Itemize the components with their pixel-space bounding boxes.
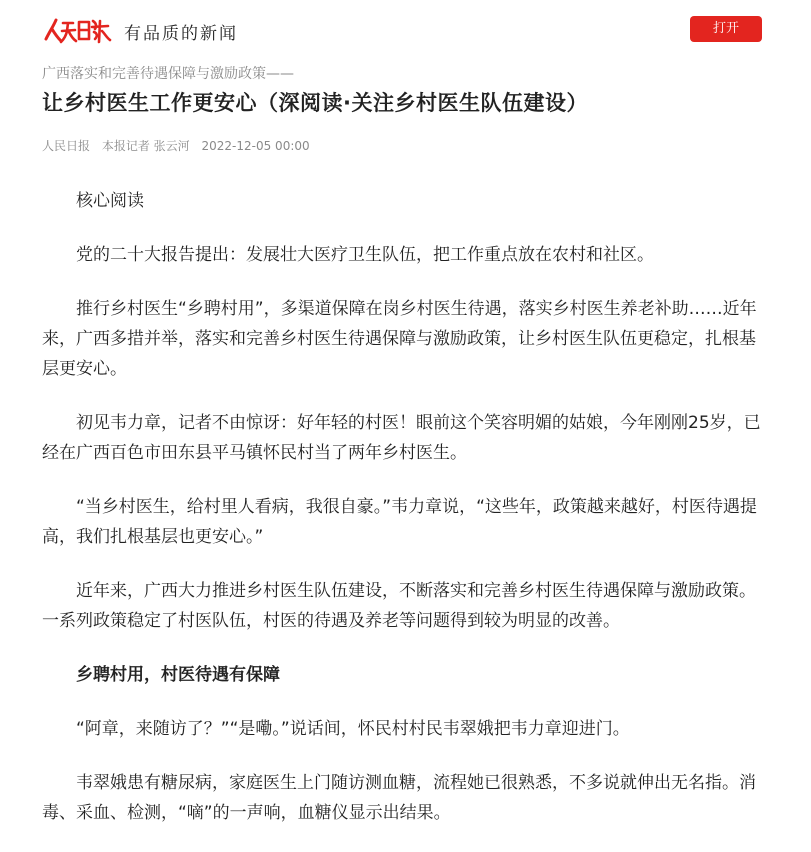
paragraph: 推行乡村医生“乡聘村用”，多渠道保障在岗乡村医生待遇，落实乡村医生养老补助……近年来，广西多措并举，落实和完善乡村医生待遇保障与激励政策，让乡村医生队伍更稳定，扎根基层更安心。	[42, 299, 757, 379]
paragraph: 党的二十大报告提出：发展壮大医疗卫生队伍，把工作重点放在农村和社区。	[76, 245, 654, 265]
section-subheading: 乡聘村用，村医待遇有保障	[76, 665, 280, 685]
top-bar	[0, 0, 811, 60]
author-label: 本报记者 张云河	[101, 139, 190, 153]
source-label: 人民日报	[42, 139, 91, 153]
article-meta	[42, 137, 318, 154]
article-kicker: 广西落实和完善待遇保障与激励政策——	[42, 66, 294, 82]
open-app-button[interactable]: 打开	[690, 16, 762, 42]
article-title: 让乡村医生工作更安心（深阅读·关注乡村医生队伍建设）	[42, 91, 588, 115]
paragraph: 近年来，广西大力推进乡村医生队伍建设，不断落实和完善乡村医生待遇保障与激励政策。一系列政策稳定了村医队伍，村医的待遇及养老等问题得到较为明显的改善。	[42, 581, 756, 631]
publish-date: 2022-12-05 00:00	[201, 139, 310, 153]
paragraph: 核心阅读	[76, 191, 144, 211]
paragraph: “阿章，来随访了？”“是嘞。”说话间，怀民村村民韦翠娥把韦力章迎进门。	[76, 719, 630, 739]
slogan: 有品质的新闻	[124, 24, 238, 44]
paragraph: “当乡村医生，给村里人看病，我很自豪。”韦力章说，“这些年，政策越来越好，村医待遇提高，我们扎根基层也更安心。”	[42, 497, 757, 547]
article-body	[42, 186, 772, 852]
people-daily-logo[interactable]	[42, 17, 112, 45]
paragraph: 初见韦力章，记者不由惊讶：好年轻的村医！眼前这个笑容明媚的姑娘，今年刚刚25岁，已经在广西百色市田东县平马镇怀民村当了两年乡村医生。	[42, 413, 761, 463]
paragraph: 韦翠娥患有糖尿病，家庭医生上门随访测血糖，流程她已很熟悉，不多说就伸出无名指。消毒、采血、检测，“嘀”的一声响，血糖仪显示出结果。	[42, 773, 756, 823]
